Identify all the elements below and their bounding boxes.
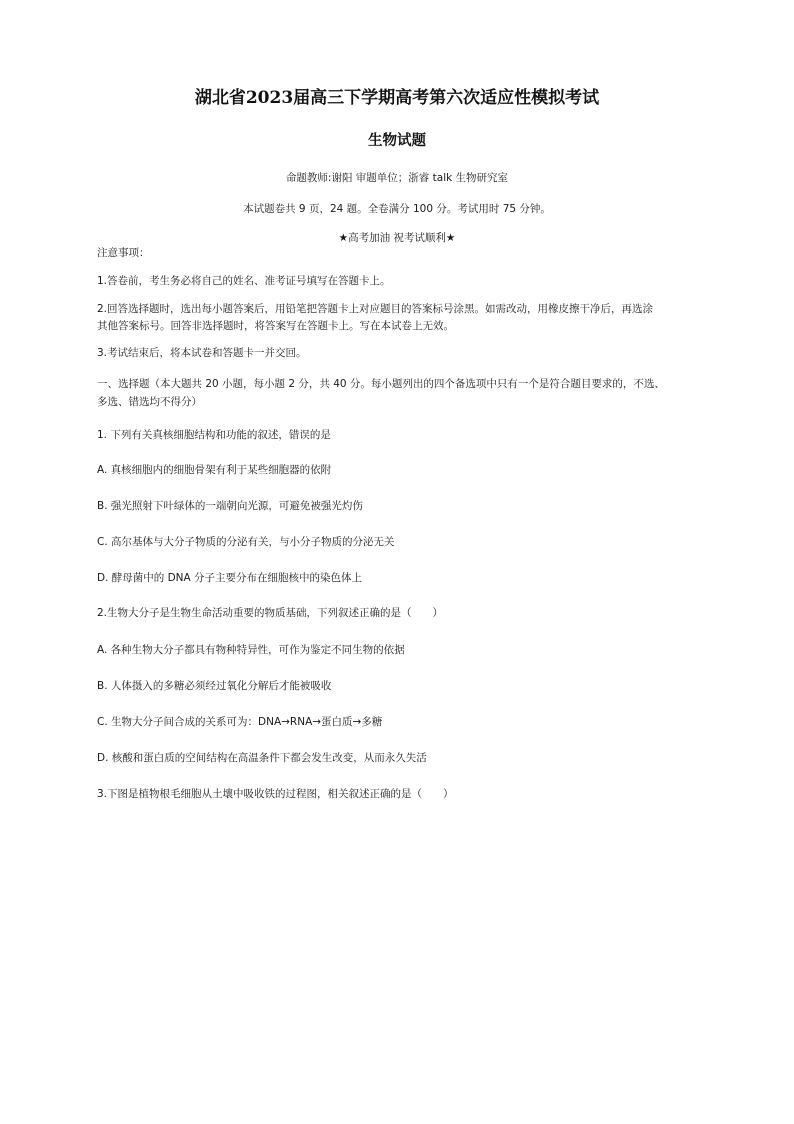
question-option: A. 各种生物大分子都具有物种特异性，可作为鉴定不同生物的依据 <box>97 644 405 656</box>
blessing-line: ★高考加油 祝考试顺利★ <box>338 232 456 244</box>
section-heading-cont: 多选、错选均不得分） <box>97 396 202 408</box>
question-option: D. 核酸和蛋白质的空间结构在高温条件下都会发生改变，从而永久失活 <box>97 752 427 764</box>
question-option: D. 酵母菌中的 DNA 分子主要分布在细胞核中的染色体上 <box>97 572 363 584</box>
question-option: B. 人体摄入的多糖必须经过氧化分解后才能被吸收 <box>97 680 332 692</box>
question-option: B. 强光照射下叶绿体的一端朝向光源，可避免被强光灼伤 <box>97 500 363 512</box>
notice-item: 2.回答选择题时，选出每小题答案后，用铅笔把答题卡上对应题目的答案标号涂黑。如需改动，用橡皮擦干净后，再选涂 <box>97 303 654 315</box>
question-option: C. 生物大分子间合成的关系可为：DNA→RNA→蛋白质→多糖 <box>97 716 383 728</box>
question-stem: 1. 下列有关真核细胞结构和功能的叙述，错误的是 <box>97 429 331 441</box>
notice-item: 1.答卷前，考生务必将自己的姓名、准考证号填写在答题卡上。 <box>97 275 391 287</box>
notice-heading: 注意事项： <box>97 247 150 259</box>
question-stem: 3.下图是植物根毛细胞从土壤中吸收铁的过程图，相关叙述正确的是（ ） <box>97 788 454 800</box>
question-option: C. 高尔基体与大分子物质的分泌有关，与小分子物质的分泌无关 <box>97 536 395 548</box>
notice-item: 其他答案标号。回答非选择题时，将答案写在答题卡上。写在本试卷上无效。 <box>97 320 454 332</box>
subject-title: 生物试题 <box>368 132 426 149</box>
exam-info: 本试题卷共 9 页，24 题。全卷满分 100 分。考试用时 75 分钟。 <box>243 203 551 215</box>
section-heading: 一、选择题（本大题共 20 小题，每小题 2 分，共 40 分。每小题列出的四个备选项中只有一个是符合题目要求的，不选、 <box>97 378 665 390</box>
question-option: A. 真核细胞内的细胞骨架有利于某些细胞器的依附 <box>97 464 332 476</box>
question-stem: 2.生物大分子是生物生命活动重要的物质基础，下列叙述正确的是（ ） <box>97 607 444 619</box>
notice-item: 3.考试结束后，将本试卷和答题卡一并交回。 <box>97 347 307 359</box>
author-info: 命题教师:谢阳 审题单位；浙睿 talk 生物研究室 <box>285 172 509 184</box>
exam-title: 湖北省2023届高三下学期高考第六次适应性模拟考试 <box>194 88 600 108</box>
